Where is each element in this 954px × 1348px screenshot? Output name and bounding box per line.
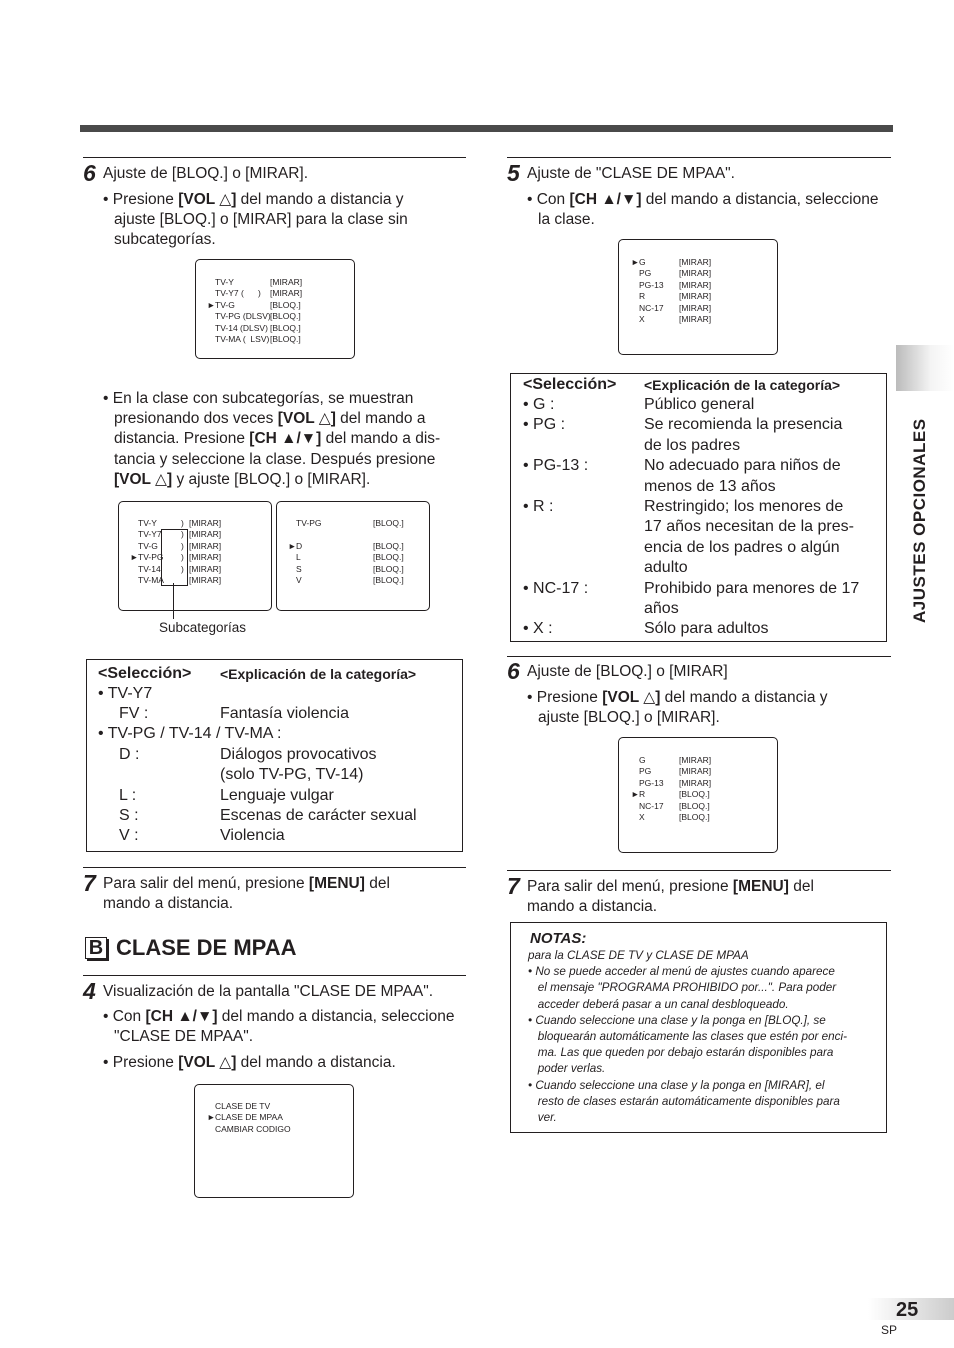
step-number: 6 <box>507 658 520 684</box>
screen-item: PG-13 <box>639 777 664 788</box>
bullet-text: la clase. <box>538 211 595 228</box>
table-cell: • X : <box>523 620 553 638</box>
screen-item: NC-17 <box>639 800 664 811</box>
screen-item-value: [MIRAR] <box>189 575 222 586</box>
divider <box>507 656 891 657</box>
screen-item-value: [BLOQ.] <box>373 552 404 563</box>
note-line: • Cuando seleccione una clase y la ponga en [BLOQ.], se <box>528 1013 826 1027</box>
cursor-arrow-icon: ► <box>288 541 297 551</box>
screen-item-value: [MIRAR] <box>270 277 303 287</box>
bullet-text: ajuste [BLOQ.] o [MIRAR]. <box>538 709 720 726</box>
table-cell: Público general <box>644 396 755 413</box>
screen-item: TV-Y7 <box>138 529 162 540</box>
notes-text <box>528 948 847 1126</box>
bullet-text: presionando dos veces [VOL △] del mando a <box>114 410 426 427</box>
screen-item: TV-MA ( LSV) <box>215 334 270 345</box>
table-header: <Explicación de la categoría> <box>220 666 417 682</box>
screen-item: S <box>296 563 302 574</box>
screen-labels <box>639 755 664 823</box>
table-cell: Se recomienda la presencia <box>644 416 843 434</box>
table-cell: V : <box>119 827 139 844</box>
screen-item: TV-Y <box>215 277 234 287</box>
table-cell: • PG-13 : <box>523 457 589 475</box>
divider <box>83 867 466 868</box>
table-cell: Sólo para adultos <box>644 620 769 638</box>
table-cell <box>523 538 588 558</box>
note-line: poder verlas. <box>528 1062 606 1076</box>
screen-item: TV-G <box>138 540 158 551</box>
screen-item-value: [BLOQ.] <box>679 800 710 811</box>
screen-item: TV-MA <box>138 575 164 586</box>
screen-item-value: [BLOQ.] <box>373 563 404 574</box>
table-cell: D : <box>119 746 140 763</box>
cursor-arrow-icon: ► <box>130 552 139 562</box>
step-title: Visualización de la pantalla "CLASE DE MPAA". <box>103 983 434 1000</box>
note-line: ver. <box>528 1111 557 1125</box>
screen-item-value: [BLOQ.] <box>679 812 710 823</box>
screen-item: PG <box>639 766 652 777</box>
screen-item: CLASE DE TV <box>215 1101 271 1111</box>
screen-item-value: [BLOQ.] <box>679 789 710 800</box>
table-cell: L : <box>119 787 137 804</box>
table-cell: Escenas de carácter sexual <box>220 807 417 824</box>
table-cell: Fantasía violencia <box>220 705 349 722</box>
screen-item-value: [BLOQ.] <box>373 541 404 551</box>
screen-item: TV-14 (DLSV) <box>215 322 268 333</box>
note-line: • No se puede acceder al menú de ajustes cuando aparece <box>528 965 835 979</box>
step-title: Ajuste de [BLOQ.] o [MIRAR]. <box>103 165 309 182</box>
screen-item: TV-Y <box>138 518 157 528</box>
table-cell: Prohibido para menores de 17 <box>644 579 860 597</box>
screen-bracket: ) <box>181 540 184 551</box>
step-title: Ajuste de [BLOQ.] o [MIRAR] <box>527 663 728 680</box>
table-cell: años <box>644 599 679 617</box>
screen-item: PG-13 <box>639 279 664 290</box>
page-lang: SP <box>881 1323 898 1337</box>
screen-item-value: [BLOQ.] <box>270 322 301 333</box>
screen-item-value: [MIRAR] <box>679 268 712 279</box>
subcategory-label: Subcategorías <box>159 620 247 635</box>
table-cell: S : <box>119 807 139 824</box>
bullet-text: distancia. Presione [CH ▲/▼] del mando a dis- <box>114 430 441 447</box>
screen-item: PG <box>639 268 652 279</box>
table-cell: (solo TV-PG, TV-14) <box>220 766 364 783</box>
screen-item: TV-Y7 ( ) <box>215 288 261 299</box>
table-cell: encia de los padres o algún <box>644 538 840 556</box>
tv-screen-subcategories <box>118 501 272 611</box>
screen-item-value: [MIRAR] <box>679 279 712 290</box>
bullet-text: [VOL △] y ajuste [BLOQ.] o [MIRAR]. <box>114 471 371 488</box>
note-line: ma. Las que queden por debajo estarán disponibles para <box>528 1046 834 1060</box>
step-number: 7 <box>507 873 520 899</box>
notes-title: NOTAS: <box>530 930 587 947</box>
mpaa-rating-table <box>510 373 887 642</box>
screen-item: V <box>296 575 302 586</box>
sidebar-tab <box>896 345 954 391</box>
screen-item-value: [MIRAR] <box>679 777 712 788</box>
screen-item-value: [BLOQ.] <box>270 299 301 310</box>
screen-item: NC-17 <box>639 302 664 313</box>
table-cell <box>523 477 588 497</box>
step-text: mando a distancia. <box>103 895 234 912</box>
screen-bracket: ) <box>181 518 184 528</box>
table-cell: de los padres <box>644 436 741 454</box>
screen-item-value: [MIRAR] <box>679 755 712 765</box>
bullet-text: tancia y seleccione la clase. Después presione <box>114 451 436 468</box>
table-cell <box>523 599 588 619</box>
tv-screen-mpaa <box>618 239 778 355</box>
screen-item: X <box>639 812 645 823</box>
cursor-arrow-icon: ► <box>631 257 640 267</box>
tv-screen-tv-ratings <box>195 259 355 359</box>
screen-labels <box>215 1101 291 1135</box>
screen-item-value: [MIRAR] <box>189 529 222 540</box>
screen-item: CAMBIAR CODIGO <box>215 1123 291 1134</box>
table-column-explanation <box>644 395 859 640</box>
screen-values <box>270 277 302 345</box>
screen-heading-value: [BLOQ.] <box>373 518 404 528</box>
bullet-text: • En la clase con subcategorías, se muestran <box>103 390 414 407</box>
screen-bracket: ) <box>181 552 184 563</box>
screen-bracket: ) <box>181 563 184 574</box>
step-number: 5 <box>507 160 520 186</box>
table-cell: 17 años necesitan de la pres- <box>644 518 854 536</box>
bullet-text: • Presione [VOL △] del mando a distancia y <box>103 191 404 208</box>
table-cell <box>523 436 588 456</box>
table-cell: • G : <box>523 396 555 413</box>
screen-labels <box>639 257 664 325</box>
note-line: el mensaje "PROGRAMA PROHIBIDO por...". Para poder <box>528 981 837 995</box>
bullet-text: • Presione [VOL △] del mando a distancia y <box>527 689 828 706</box>
step-number: 4 <box>83 978 96 1004</box>
screen-values <box>679 257 711 325</box>
page-number: 25 <box>896 1299 919 1321</box>
screen-item-value: [MIRAR] <box>679 302 712 313</box>
screen-item: R <box>639 789 646 800</box>
bullet-text: • Con [CH ▲/▼] del mando a distancia, seleccione <box>103 1008 455 1025</box>
subcategory-bracket <box>161 529 188 586</box>
screen-item-value: [MIRAR] <box>189 518 222 528</box>
table-cell: • R : <box>523 497 554 515</box>
table-header: <Selección> <box>523 376 617 393</box>
table-cell: FV : <box>119 705 149 722</box>
bullet-text: • Presione [VOL △] del mando a distancia. <box>103 1054 396 1071</box>
table-header: <Selección> <box>98 665 192 682</box>
screen-item-value: [BLOQ.] <box>270 311 301 322</box>
pointer-line <box>173 583 174 619</box>
screen-labels <box>215 277 271 345</box>
table-cell: • TV-PG / TV-14 / TV-MA : <box>98 725 282 742</box>
screen-item-value: [MIRAR] <box>189 552 222 563</box>
tv-rating-table <box>86 659 463 852</box>
bullet-text: ajuste [BLOQ.] o [MIRAR] para la clase sin <box>114 211 408 228</box>
step-text: Para salir del menú, presione [MENU] del <box>527 878 814 895</box>
table-cell: • NC-17 : <box>523 579 589 597</box>
tv-screen-mpaa-set <box>618 737 778 853</box>
divider <box>83 975 466 976</box>
screen-item: G <box>639 257 646 267</box>
step-text: mando a distancia. <box>527 898 658 915</box>
note-line: • Cuando seleccione una clase y la ponga en [MIRAR], el <box>528 1078 825 1092</box>
tv-screen-menu <box>194 1084 354 1198</box>
note-line: acceder deberá pasar a un canal desbloqueado. <box>528 997 789 1011</box>
bullet-text: "CLASE DE MPAA". <box>114 1028 254 1045</box>
note-line: para la CLASE DE TV y CLASE DE MPAA <box>528 949 749 962</box>
note-line: resto de clases estarán automáticamente disponibles para <box>528 1094 840 1108</box>
table-cell <box>523 558 588 578</box>
step-text: Para salir del menú, presione [MENU] del <box>103 875 390 892</box>
divider <box>507 870 891 871</box>
note-line: bloquearán automáticamente las clases que estén por enci- <box>528 1030 847 1044</box>
bullet-text: subcategorías. <box>114 231 216 248</box>
screen-item: TV-G <box>215 299 235 310</box>
screen-item: TV-14 <box>138 563 161 574</box>
screen-labels <box>296 541 302 587</box>
table-cell <box>523 517 588 537</box>
table-cell: • PG : <box>523 416 566 434</box>
table-cell: adulto <box>644 559 688 577</box>
top-bar <box>80 125 893 132</box>
screen-item-value: [MIRAR] <box>679 314 712 325</box>
cursor-arrow-icon: ► <box>207 1112 216 1122</box>
section-letter-badge: B <box>85 937 107 959</box>
table-cell: menos de 13 años <box>644 477 776 495</box>
screen-bracket: ) <box>181 529 184 540</box>
table-cell: Restringido; los menores de <box>644 497 844 515</box>
screen-item-value: [BLOQ.] <box>373 575 404 586</box>
table-cell: Violencia <box>220 827 285 844</box>
table-cell: • TV-Y7 <box>98 685 153 702</box>
divider <box>83 157 466 158</box>
screen-item: L <box>296 552 301 563</box>
sidebar-label: AJUSTES OPCIONALES <box>910 418 929 623</box>
screen-values <box>189 518 221 586</box>
screen-item-value: [MIRAR] <box>679 257 712 267</box>
screen-values <box>373 541 404 587</box>
screen-item-value: [MIRAR] <box>679 291 712 302</box>
screen-item: TV-PG (DLSV) <box>215 311 271 322</box>
bullet-text: • Con [CH ▲/▼] del mando a distancia, seleccione <box>527 191 879 208</box>
screen-item-value: [MIRAR] <box>270 288 303 299</box>
table-cell: Diálogos provocativos <box>220 746 377 763</box>
screen-item-value: [MIRAR] <box>189 540 222 551</box>
cursor-arrow-icon: ► <box>207 300 216 310</box>
tv-screen-tv-pg <box>276 501 430 611</box>
screen-item: D <box>296 541 303 551</box>
table-header: <Explicación de la categoría> <box>644 377 841 393</box>
screen-item-value: [BLOQ.] <box>270 334 301 345</box>
screen-values <box>679 755 711 823</box>
table-column-selection <box>523 395 588 640</box>
screen-item-value: [MIRAR] <box>679 766 712 777</box>
notes-box <box>510 922 887 1133</box>
screen-item: X <box>639 314 645 325</box>
screen-item: CLASE DE MPAA <box>215 1112 283 1123</box>
section-title: CLASE DE MPAA <box>116 935 297 960</box>
table-cell: No adecuado para niños de <box>644 457 841 475</box>
screen-item: G <box>639 755 646 765</box>
table-cell: Lenguaje vulgar <box>220 787 334 804</box>
step-number: 7 <box>83 870 96 896</box>
step-title: Ajuste de "CLASE DE MPAA". <box>527 165 735 182</box>
divider <box>507 157 891 158</box>
screen-item: R <box>639 291 646 302</box>
screen-heading: TV-PG <box>296 518 322 528</box>
screen-item-value: [MIRAR] <box>189 563 222 574</box>
cursor-arrow-icon: ► <box>631 789 640 799</box>
screen-item: TV-PG <box>138 552 164 563</box>
step-number: 6 <box>83 160 96 186</box>
